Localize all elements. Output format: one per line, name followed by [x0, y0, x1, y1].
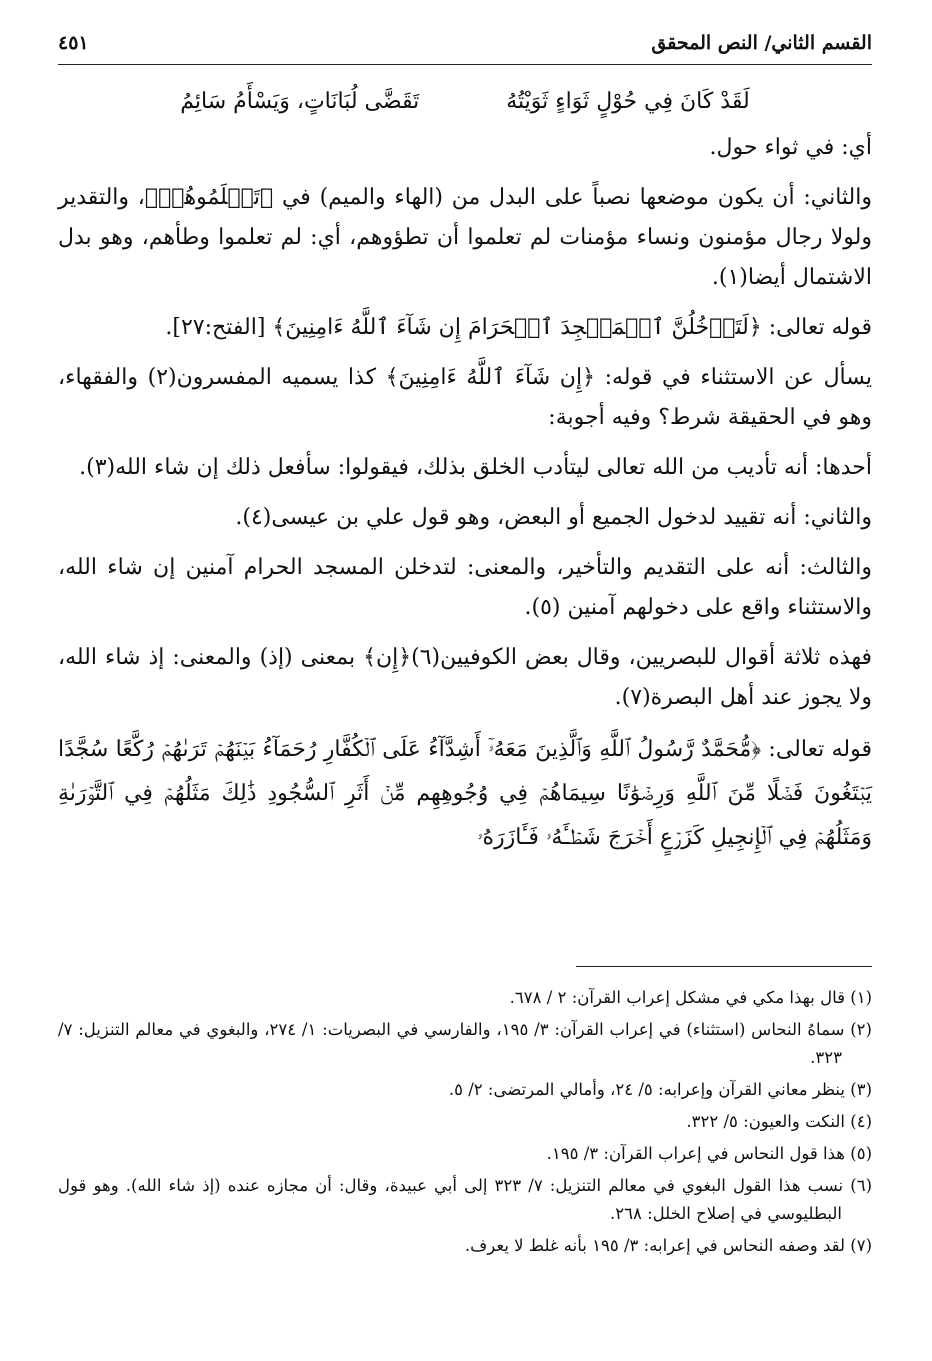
footnote-2: (٢) سماهُ النحاس (استثناء) في إعراب القرآن: ٣/ ١٩٥، والفارسي في البصريات: ١/ ٢٧٤، والبغوي في معالم التنزيل: ٧/ ٣٢٣. — [58, 1020, 872, 1067]
paragraph-4: يسأل عن الاستثناء في قوله: ﴿إِن شَآءَ ٱللَّهُ ءَامِنِينَ﴾ كذا يسميه المفسرون(٢) والفقهاء، وهو في الحقيقة شرط؟ وفيه أجوبة: — [58, 365, 873, 430]
paragraph-6: والثاني: أنه تقييد لدخول الجميع أو البعض، وهو قول علي بن عيسى(٤). — [235, 505, 872, 530]
paragraph-2: والثاني: أن يكون موضعها نصباً على البدل من (الهاء والميم) في ﴿تَعۡلَمُوهُمۡ﴾، والتقدير ولولا رجال مؤمنون ونساء مؤمنات لم تعلموا أن تطؤوهم، أي: لم تعلموا وطأهم، وهو بدل الاشتمال أيضا(١). — [58, 185, 872, 290]
footnote-3: (٣) ينظر معاني القرآن وإعرابه: ٥/ ٢٤، وأمالي المرتضى: ٢/ ٥. — [448, 1080, 872, 1099]
footnotes — [58, 984, 872, 1264]
paragraph-5: أحدها: أنه تأديب من الله تعالى ليتأدب الخلق بذلك، فيقولوا: سأفعل ذلك إن شاء الله(٣). — [79, 455, 872, 480]
running-title: القسم الثاني/ النص المحقق — [651, 32, 872, 54]
poetry-verse — [58, 82, 872, 122]
paragraph-1: أي: في ثواء حول. — [709, 135, 872, 160]
verse-second-hemistich: تَقَضَّى لُبَانَاتٍ، وَيَسْأَمُ سَائِمُ — [180, 89, 420, 114]
paragraph-3: قوله تعالى: ﴿لَتَدۡخُلُنَّ ٱلۡمَسۡجِدَ ٱلۡحَرَامَ إِن شَآءَ ٱللَّهُ ءَامِنِينَ﴾ [الفتح:٢٧]. — [165, 315, 872, 340]
page-header — [58, 30, 872, 65]
main-text — [58, 82, 872, 870]
footnote-1: (١) قال بهذا مكي في مشكل إعراب القرآن: ٢ / ٦٧٨. — [509, 988, 872, 1007]
footnote-4: (٤) النكت والعيون: ٥/ ٣٢٢. — [686, 1112, 872, 1131]
page-number: ٤٥١ — [58, 32, 89, 54]
verse-first-hemistich: لَقَدْ كَانَ فِي حُوْلٍ ثَوَاءٍ ثَوَيْتُهُ — [506, 89, 750, 114]
footnote-7: (٧) لقد وصفه النحاس في إعرابه: ٣/ ١٩٥ بأنه غلط لا يعرف. — [464, 1236, 872, 1255]
paragraph-7: والثالث: أنه على التقديم والتأخير، والمعنى: لتدخلن المسجد الحرام آمنين إن شاء الله، والاستثناء واقع على دخولهم آمنين (٥). — [58, 555, 872, 620]
paragraph-8: فهذه ثلاثة أقوال للبصريين، وقال بعض الكوفيين(٦)﴿إِن﴾ بمعنى (إذ) والمعنى: إذ شاء الله، ولا يجوز عند أهل البصرة(٧). — [58, 645, 872, 710]
footnote-divider — [576, 966, 872, 967]
footnote-6: (٦) نسب هذا القول البغوي في معالم التنزيل: ٧/ ٣٢٣ إلى أبي عبيدة، وقال: أن مجازه عنده (إذ شاء الله). وهو قول البطليوسي في إصلاح الخلل: ٢٦٨. — [58, 1176, 872, 1223]
footnote-5: (٥) هذا قول النحاس في إعراب القرآن: ٣/ ١٩٥. — [546, 1144, 872, 1163]
paragraph-9-quran: قوله تعالى: ﴿مُّحَمَّدٌ رَّسُولُ ٱللَّهِ وَٱلَّذِينَ مَعَهُۥٓ أَشِدَّآءُ عَلَى ٱلۡكُفَّارِ رُحَمَآءُ بَيۡنَهُمۡ تَرَىٰهُمۡ رُكَّعًا سُجَّدًا يَبۡتَغُونَ فَضۡلًا مِّنَ ٱللَّهِ وَرِضۡوَٰنًا سِيمَاهُمۡ فِي وُجُوهِهِم مِّنۡ أَثَرِ ٱلسُّجُودِ ذَٰلِكَ مَثَلُهُمۡ فِي ٱلتَّوۡرَىٰةِ وَمَثَلُهُمۡ فِي ٱلۡإِنجِيلِ كَزَرۡعٍ أَخۡرَجَ شَطۡـَٔهُۥ فَـَٔازَرَهُۥ — [58, 737, 872, 850]
